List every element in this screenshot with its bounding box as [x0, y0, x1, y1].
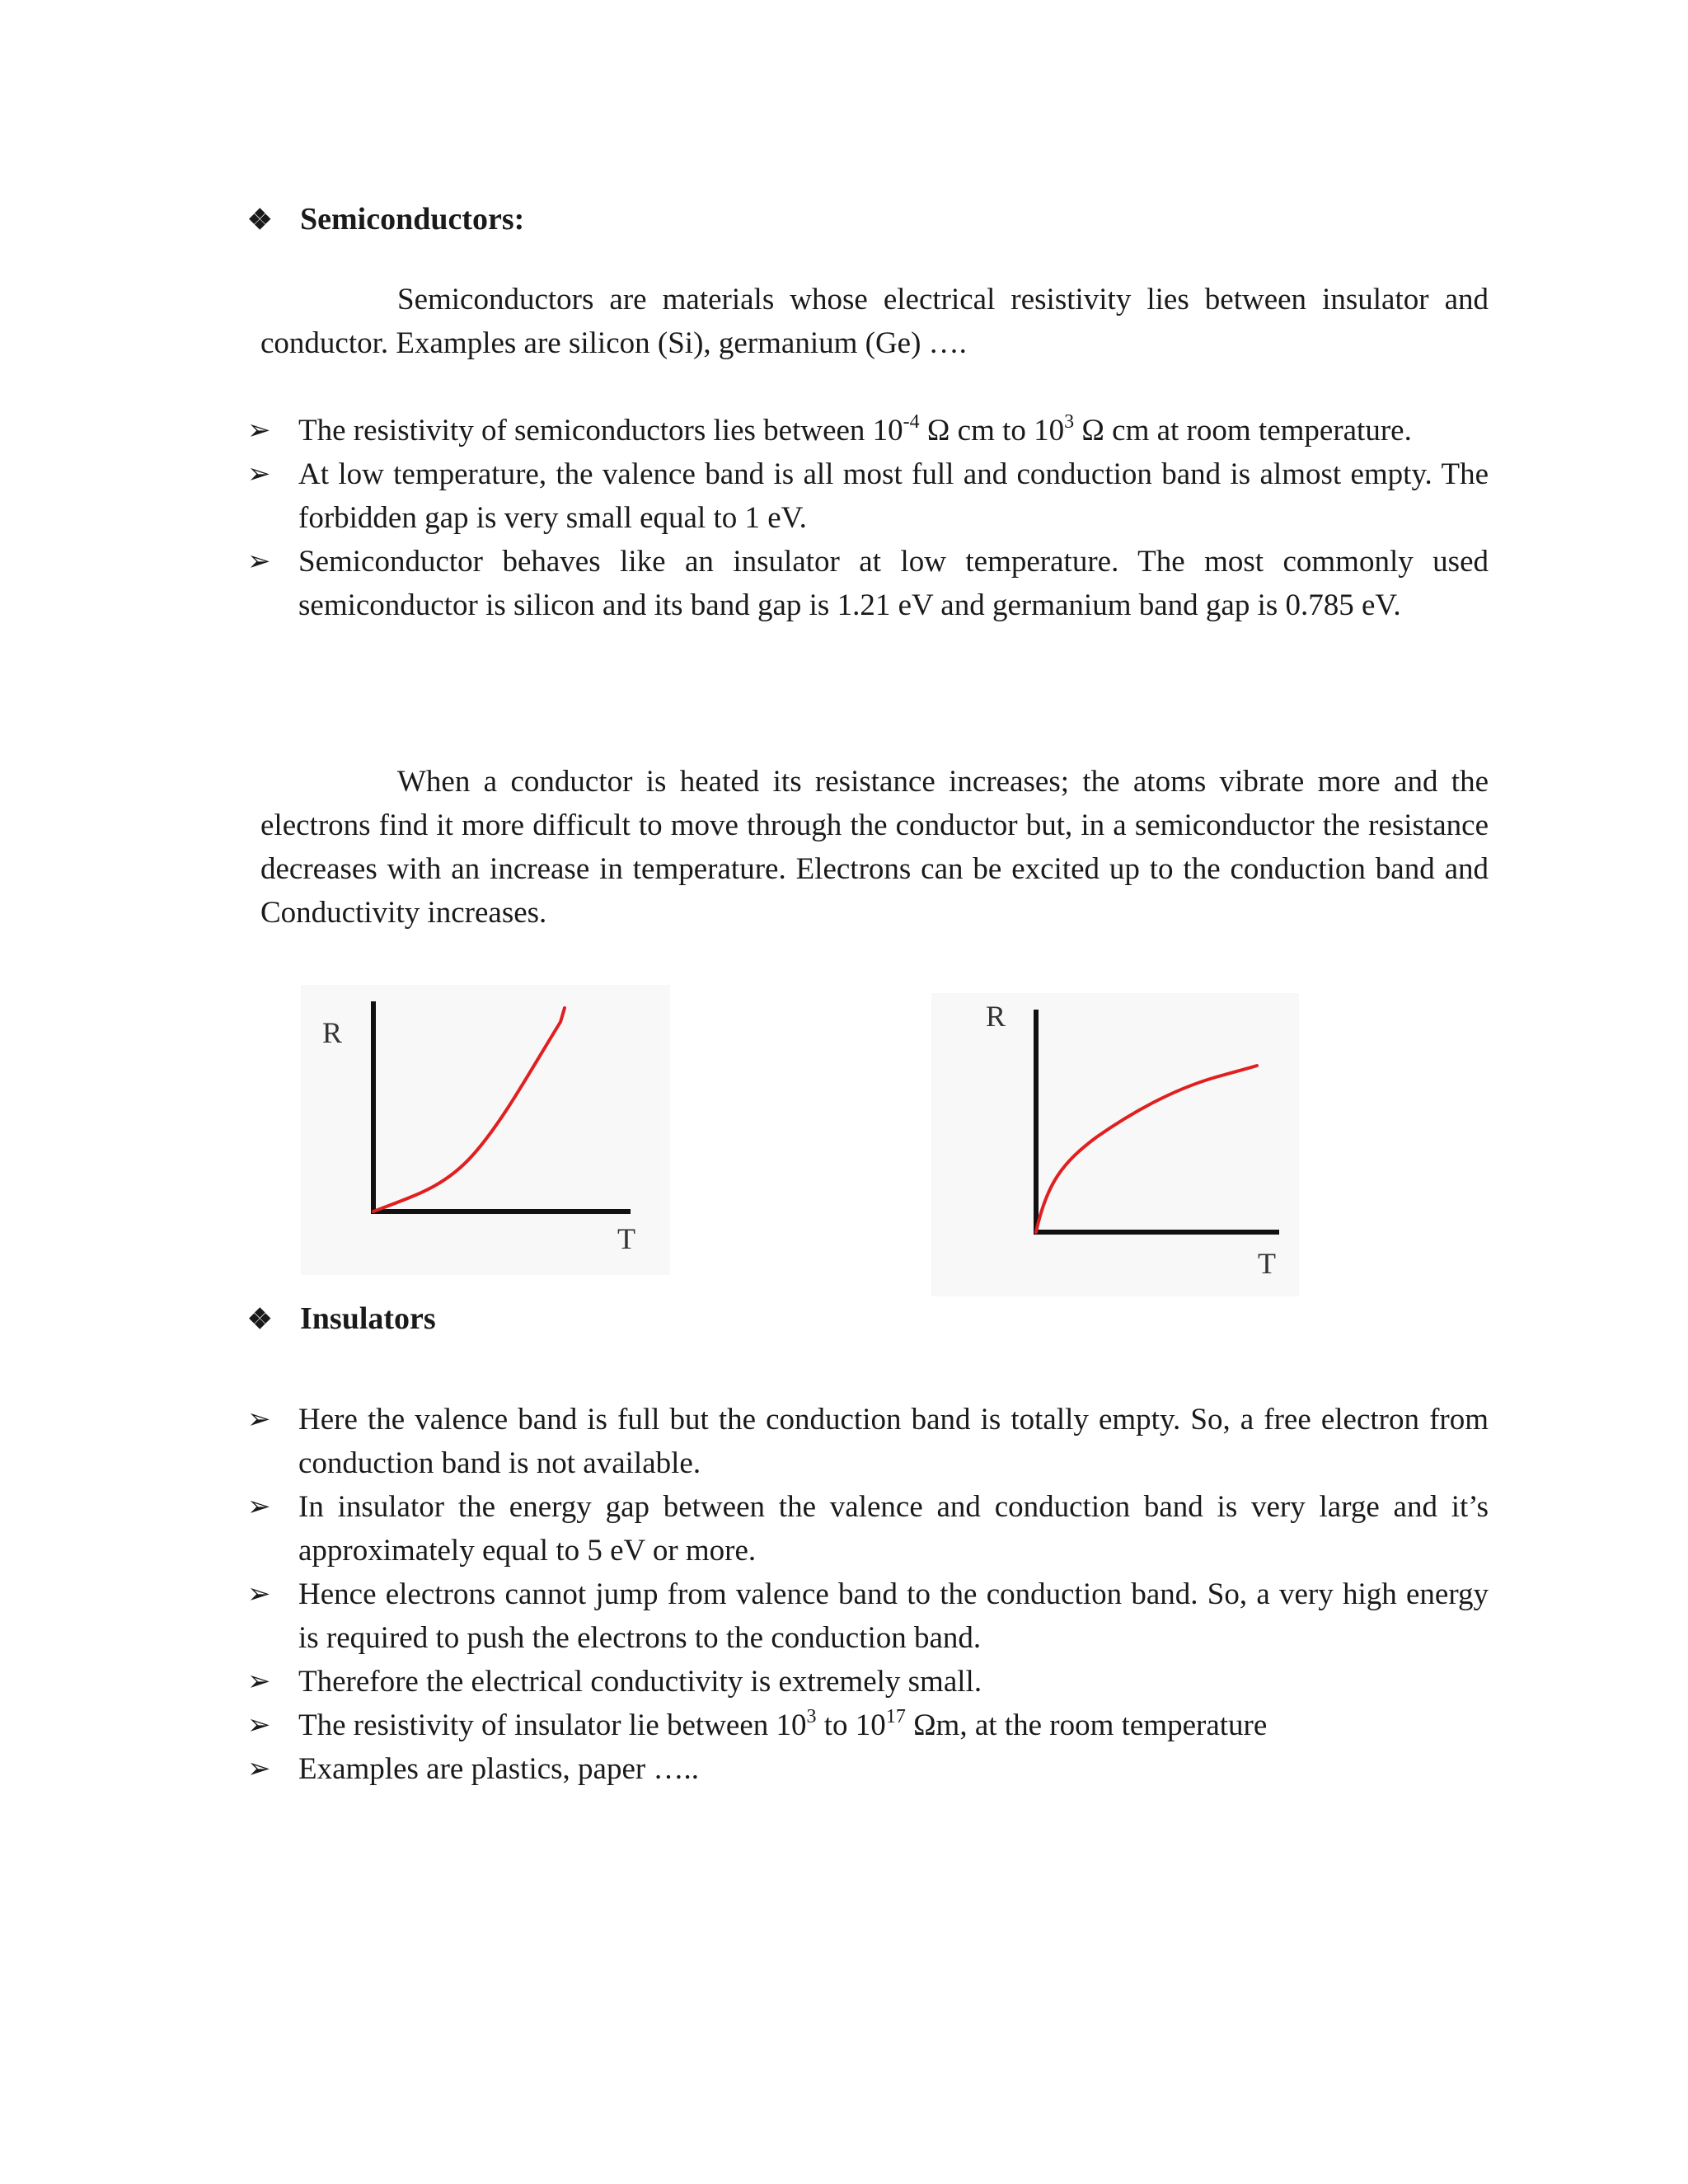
bullet-text: The resistivity of semiconductors lies between 10: [298, 414, 903, 448]
arrow-bullet-icon: ➢: [247, 1752, 271, 1785]
list-item: [247, 540, 1489, 627]
bullet-text: Ω cm to 10: [919, 414, 1065, 448]
semiconductors-heading: [247, 199, 524, 241]
exponent: 17: [885, 1706, 906, 1727]
bullet-text: The resistivity of insulator lie between 10: [298, 1708, 807, 1742]
bullet-text: In insulator the energy gap between the valence and conduction band is very large and it’s approximately equal to 5 eV or more.: [298, 1490, 1489, 1568]
list-item: [247, 1747, 1489, 1791]
x-axis-label: T: [617, 1222, 635, 1255]
semiconductors-intro: [260, 278, 1489, 365]
resistance-temperature-graph-left: [301, 985, 670, 1275]
list-item: [247, 1660, 1489, 1704]
bullet-text: At low temperature, the valence band is all most full and conduction band is almost empty. The forbidden gap is very small equal to 1 eV.: [298, 457, 1489, 535]
resistance-curve: [1036, 1066, 1257, 1232]
exponent: 3: [806, 1706, 817, 1727]
y-axis-label: R: [322, 1016, 343, 1049]
temperature-paragraph: [260, 760, 1489, 935]
exponent: -4: [903, 411, 920, 433]
y-axis-label: R: [986, 1000, 1006, 1033]
list-item: [247, 1704, 1489, 1747]
arrow-bullet-icon: ➢: [247, 1665, 271, 1698]
graph-left-svg: [301, 985, 670, 1275]
bullet-text: Semiconductor behaves like an insulator at low temperature. The most commonly used semiconductor is silicon and its band gap is 1.21 eV and germanium band gap is 0.785 eV.: [298, 545, 1489, 622]
exponent: 3: [1064, 411, 1075, 433]
arrow-bullet-icon: ➢: [247, 414, 271, 447]
list-item: [247, 1572, 1489, 1660]
list-item: [247, 1485, 1489, 1572]
bullet-text: Examples are plastics, paper …..: [298, 1752, 699, 1786]
heading-text: Semiconductors:: [300, 202, 525, 237]
heading-text: Insulators: [300, 1301, 436, 1336]
arrow-bullet-icon: ➢: [247, 1577, 271, 1610]
resistance-curve: [373, 1008, 565, 1212]
insulators-heading: [247, 1299, 436, 1340]
insulators-bullet-list: [247, 1398, 1489, 1791]
diamond-bullet-icon: ❖: [247, 1305, 273, 1335]
x-axis-label: T: [1258, 1247, 1276, 1280]
arrow-bullet-icon: ➢: [247, 457, 271, 490]
arrow-bullet-icon: ➢: [247, 1403, 271, 1436]
bullet-text: Ωm, at the room temperature: [905, 1708, 1268, 1742]
resistance-temperature-graph-right: [931, 993, 1299, 1296]
paragraph-text: When a conductor is heated its resistance increases; the atoms vibrate more and the electrons find it more difficult to move through the conductor but, in a semiconductor the resistance decreases with an increase in temperature. Electrons can be excited up to the conduction band and Conductivity increases.: [260, 765, 1489, 930]
bullet-text: Hence electrons cannot jump from valence band to the conduction band. So, a very high energy is required to push the electrons to the conduction band.: [298, 1577, 1489, 1655]
bullet-text: Ω cm at room temperature.: [1074, 414, 1412, 448]
bullet-text: to 10: [816, 1708, 886, 1742]
arrow-bullet-icon: ➢: [247, 1708, 271, 1741]
bullet-text: Here the valence band is full but the conduction band is totally empty. So, a free electron from conduction band is not available.: [298, 1403, 1489, 1480]
graph-right-svg: [931, 993, 1299, 1296]
arrow-bullet-icon: ➢: [247, 545, 271, 578]
list-item: [247, 1398, 1489, 1485]
semiconductors-bullet-list: [247, 409, 1489, 627]
arrow-bullet-icon: ➢: [247, 1490, 271, 1523]
list-item: [247, 409, 1489, 452]
diamond-bullet-icon: ❖: [247, 205, 273, 236]
list-item: [247, 452, 1489, 540]
bullet-text: Therefore the electrical conductivity is extremely small.: [298, 1665, 982, 1699]
intro-text: Semiconductors are materials whose electrical resistivity lies between insulator and conductor. Examples are silicon (Si), germanium (Ge) ….: [260, 283, 1489, 360]
